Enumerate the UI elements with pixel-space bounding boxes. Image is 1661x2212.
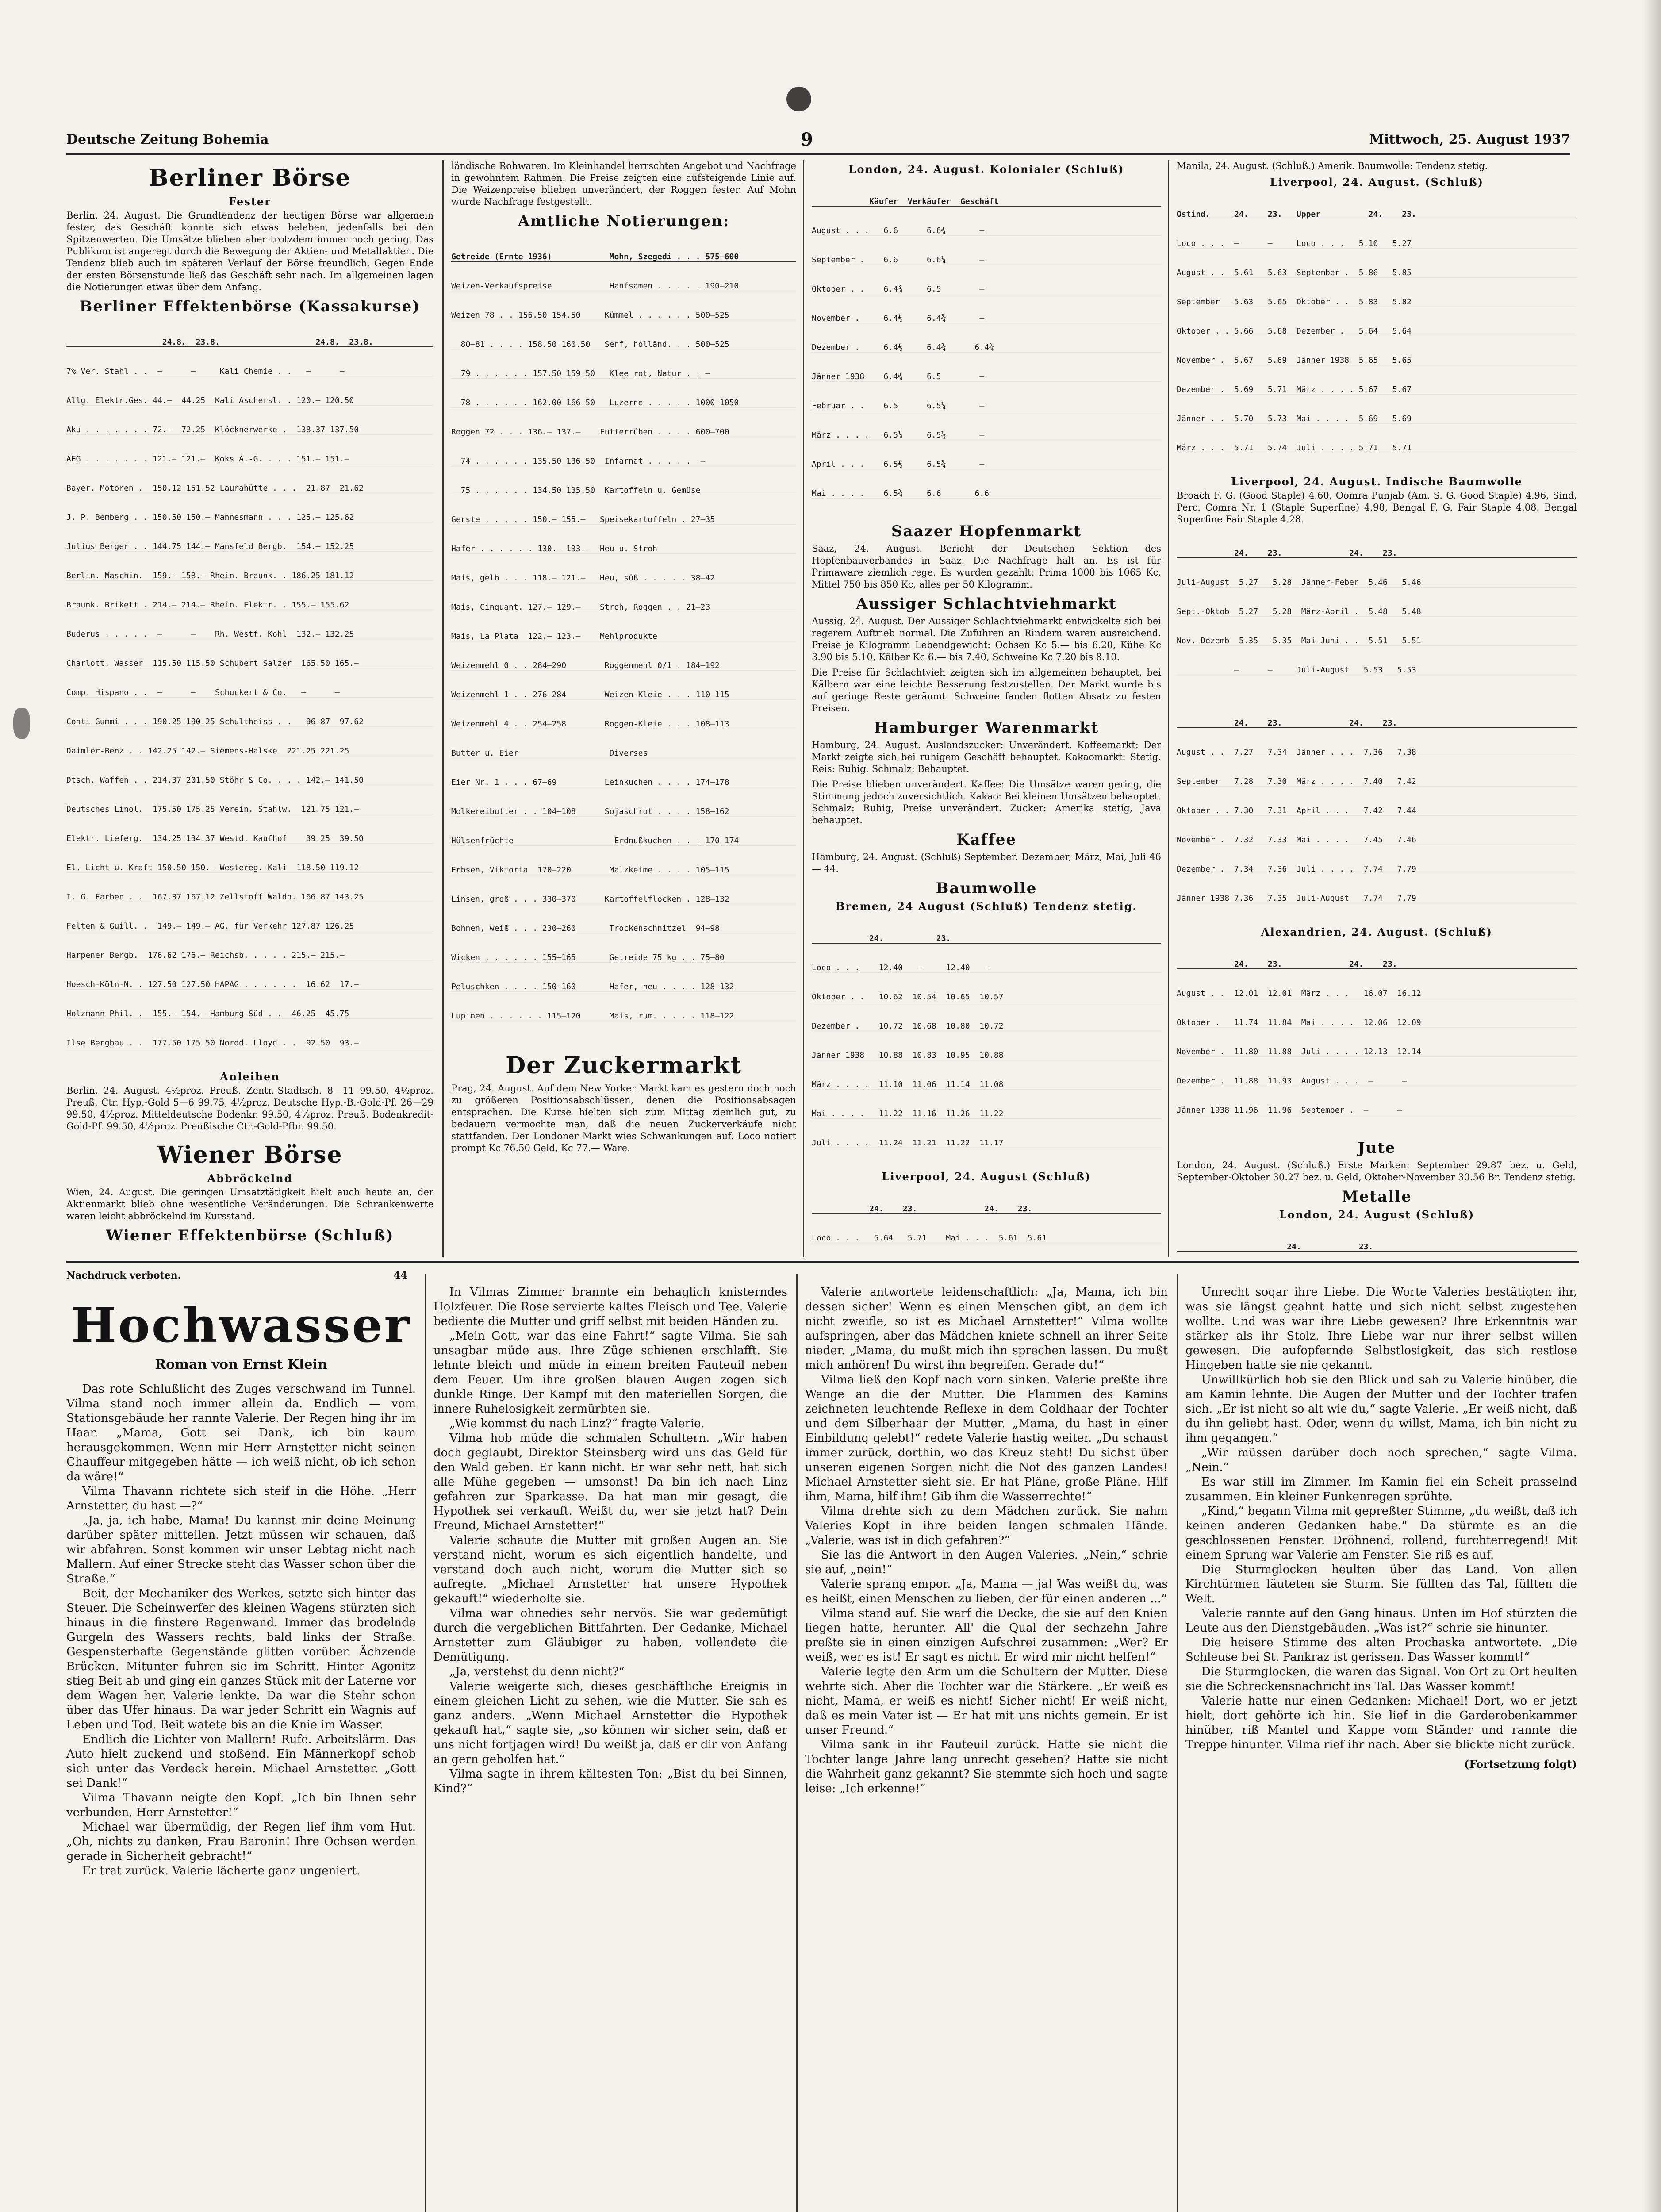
- baumwolle-heading: Baumwolle: [936, 879, 1037, 897]
- novel-paragraph: „Wie kommst du nach Linz?“ fragte Valerie.: [449, 1417, 705, 1430]
- wiener-effekten-heading: Wiener Effektenbörse (Schluß): [106, 1227, 394, 1244]
- jute-report: London, 24. August. (Schluß.) Erste Marken: September 29.87 bez. u. Geld, September-Oktober 30.27 bez. u. Geld, Oktober-November 30.56 Br. Tendenz stetig.: [1177, 1160, 1577, 1183]
- novel-paragraph: Vilma war ohnedies sehr nervös. Sie war gedemütigt durch die vergeblichen Bittfahrten. Der Gedanke, Michael Arnstetter zum Gläubiger zu haben, vollendete die Demütigung.: [433, 1607, 787, 1664]
- novel-column-3: [805, 1285, 1168, 2212]
- novel-paragraph: Valerie legte den Arm um die Schultern der Mutter. Diese wehrte sich. Aber die Tochter war die Stärkere. „Er weiß es nicht, Mama, er weiß es nicht! Sicher nicht! Er weiß nicht, daß es mein Vater ist — Er hat mit uns nichts gemein. Er ist unser Freund.“: [805, 1665, 1168, 1737]
- punch-hole: [786, 87, 811, 111]
- novel-title: Hochwasser: [71, 1298, 411, 1353]
- novel-paragraph: Vilma drehte sich zu dem Mädchen zurück. Sie nahm Valeries Kopf in ihre beiden langen schmalen Hände. „Valerie, was ist in dich gefahren?“: [805, 1505, 1168, 1547]
- metalle-heading: Metalle: [1342, 1188, 1412, 1206]
- anleihen-heading: Anleihen: [220, 1070, 280, 1083]
- column-stock-exchanges: [66, 160, 433, 1257]
- alexandria-table: 24. 23. 24. 23. August . . 12.01 12.01 März . . . 16.07 16.12 Oktober . 11.74 11.84 Mai . . . . 12.06 12.09 November . 11.80 11.88 Juli . . . . 12.13 12.14 Dezember . 11.88 11.93 August . . . — — Jänner 1938 11.96 11.96 September . — —: [1177, 940, 1577, 1135]
- novel-paragraph: „Ja, ja, ich habe, Mama! Du kannst mir deine Meinung darüber später mitteilen. Jetzt müssen wir schauen, daß wir abfahren. Sonst kommen wir unser Lebtag nicht nach Mallern. Auf einer Strecke steht das Wasser schon über die Straße.“: [66, 1514, 416, 1586]
- issue-date: Mittwoch, 25. August 1937: [1369, 132, 1570, 147]
- binding-mark: [13, 708, 30, 739]
- novel-paragraph: „Ja, verstehst du denn nicht?“: [449, 1665, 625, 1678]
- liverpool-egypt-table: 24. 23. 24. 23. August . . 7.27 7.34 Jänner . . . 7.36 7.38 September 7.28 7.30 März . . . . 7.40 7.42 Oktober . . 7.30 7.31 April . . . 7.42 7.44 November . 7.32 7.33 Mai . . . . 7.45 7.46 Dezember . 7.34 7.36 Juli . . . . 7.74 7.79 Jänner 1938 7.36 7.35 Juli-August 7.74 7.79: [1177, 699, 1577, 923]
- novel-paragraph: Er trat zurück. Valerie lächerte ganz ungeniert.: [82, 1864, 361, 1878]
- wiener-report: Wien, 24. August. Die geringen Umsatztätigkeit hielt auch heute an, der Aktienmarkt blieb ohne wesentliche Veränderungen. Die Schrankenwerte waren leicht abbröckelnd im Kursstand.: [66, 1187, 433, 1221]
- column-cotton-metals: [1177, 160, 1577, 1257]
- zucker-report: Prag, 24. August. Auf dem New Yorker Markt kam es gestern doch noch zu größeren Positionsabschlüssen, denen die Positionsabsagen entsprachen. Die Kurse hielten sich zum Mittag ziemlich gut, zu bedauern vermochte man, daß die neuen Zuckerverkäufe nicht stattfanden. Der Londoner Markt wies Schwankungen auf. Loco notiert prompt Kc 76.50 Geld, Kc 77.— Ware.: [451, 1083, 796, 1153]
- kaffee-heading: Kaffee: [956, 831, 1017, 849]
- novel-paragraph: „Kind,“ begann Vilma mit gepreßter Stimme, „du weißt, daß ich keinen anderen Gedanken habe.“ Da stürmte es an die geschlossenen Fenster. Dröhnend, rollend, furchterregend! Mit einem Sprung war Valerie am Fenster. Sie riß es auf.: [1185, 1505, 1577, 1562]
- wiener-boerse-heading: Wiener Börse: [157, 1141, 343, 1168]
- london-metal-table: 24. 23.: [1177, 1223, 1577, 1257]
- aussig-report-cont: Die Preise für Schlachtvieh zeigten sich im allgemeinen behauptet, bei Kälbern war eine leichte Besserung festzustellen. Der Markt wurde bis auf geringe Reste geräumt. Schweine fanden flotten Absatz zu festen Preisen.: [812, 667, 1161, 714]
- novel-paragraph: Die Sturmglocken, die waren das Signal. Von Ort zu Ort heulten sie die Schreckensnachricht ins Tal. Das Wasser kommt!: [1185, 1665, 1577, 1693]
- vienna-quotes-table: [66, 1247, 433, 1257]
- anleihen-text: Berlin, 24. August. 4½proz. Preuß. Zentr.-Stadtsch. 8—11 99.50, 4½proz. Preuß. Ctr. Hyp.-Gold 5—6 99.75, 4½proz. Deutsche Hyp.-B.-Gold-Pf. 26—29 99.50, 4½proz. Mitteldeutsche Bodenkr. 99.50, 4½proz. Preuß. Bodenkredit-Gold-Pf. 99.50, 4½proz. Preußische Ctr.-Gold-Pfbr. 99.50.: [66, 1085, 433, 1132]
- novel-paragraph: Michael war übermüdig, der Regen lief ihm vom Hut. „Oh, nichts zu danken, Frau Baronin! Ihre Ochsen werden gerade in Sicherheit gebracht!“: [66, 1820, 416, 1863]
- indische-table: 24. 23. 24. 23. Juli-August 5.27 5.28 Jänner-Feber 5.46 5.46 Sept.-Oktob 5.27 5.28 März-April . 5.48 5.48 Nov.-Dezemb 5.35 5.35 Mai-Juni . . 5.51 5.51 — — Juli-August 5.53 5.53: [1177, 529, 1577, 695]
- column-rule: [442, 160, 444, 1257]
- indische-report: Broach F. G. (Good Staple) 4.60, Oomra Punjab (Am. S. G. Good Staple) 4.96, Sind, Perc. Comra Nr. 1 (Staple Superfine) 4.98, Bengal F. G. Fair Staple 4.08. Bengal Superfine Fair Staple 4.28.: [1177, 490, 1577, 525]
- novel-paragraph: In Vilmas Zimmer brannte ein behaglich knisterndes Holzfeuer. Die Rose servierte kaltes Fleisch und Tee. Valerie bediente die Mutter und griff selbst mit beiden Händen zu.: [433, 1286, 787, 1328]
- berlin-subheading: Fester: [229, 195, 271, 208]
- hamburger-warenmarkt-heading: Hamburger Warenmarkt: [874, 719, 1099, 737]
- installment-number: 44: [394, 1270, 407, 1281]
- zuckermarkt-heading: Der Zuckermarkt: [506, 1052, 742, 1079]
- novel-paragraph: Endlich die Lichter von Mallern! Rufe. Arbeitslärm. Das Auto hielt zuckend und stoßend. Ein Männerkopf schob sich unter das Verdeck herein. Michael Arnstetter. „Gott sei Dank!“: [66, 1733, 416, 1790]
- novel-column-1: [66, 1285, 416, 2212]
- commodity-intro: ländische Rohwaren. Im Kleinhandel herrschten Angebot und Nachfrage in gewohntem Rahmen. Die Preise zeigten eine aufsteigende Linie auf. Die Weizenpreise blieben unverändert, der Roggen fester. Auf Mohn wurde Nachfrage festgestellt.: [451, 161, 796, 207]
- kaffee-report: Hamburg, 24. August. (Schluß) September. Dezember, März, Mai, Juli 46 — 44.: [812, 852, 1161, 874]
- manila-report: Manila, 24. August. (Schluß.) Amerik. Baumwolle: Tendenz stetig.: [1177, 161, 1488, 171]
- column-rule: [796, 1274, 798, 2212]
- novel-paragraph: Valerie hatte nur einen Gedanken: Michael! Dort, wo er jetzt hielt, dort gehörte ich hin. Sie lief in die Garderobenkammer hinüber, riß Mantel und Kappe vom Ständer und rannte die Treppe hinunter. Vilma rief ihr nach. Aber sie blickte nicht zurück.: [1185, 1694, 1577, 1751]
- novel-paragraph: Valerie rannte auf den Gang hinaus. Unten im Hof stürzten die Leute aus den Dienstgebäuden. „Was ist?“ schrie sie hinunter.: [1185, 1607, 1577, 1635]
- liverpool-cotton-table-2: Ostind. 24. 23. Upper 24. 23. Loco . . . — — Loco . . . 5.10 5.27 August . . 5.61 5.63 September . 5.86 5.85 September 5.63 5.65 Oktober . . 5.83 5.82 Oktober . . 5.66 5.68 Dezember . 5.64 5.64 November . 5.67 5.69 Jänner 1938 5.65 5.65 Dezember . 5.69 5.71 März . . . . 5.67 5.67 Jänner . . 5.70 5.73 Mai . . . . 5.69 5.69 März . . . 5.71 5.74 Juli . . . . 5.71 5.71: [1177, 190, 1577, 472]
- column-commodities: [451, 160, 796, 1257]
- novel-paragraph: Vilma stand auf. Sie warf die Decke, die sie auf den Knien liegen hatte, herunter. All' die Qual der sechzehn Jahre preßte sie in einen einzigen Aufschrei zusammen: „Wer? Er weiß, wer es ist! Er sagt es nicht. Er wird mir nicht helfen!“: [805, 1607, 1168, 1664]
- liverpool-heading: Liverpool, 24. August (Schluß): [882, 1170, 1091, 1183]
- column-rule: [1177, 1274, 1178, 2212]
- bremen-heading: Bremen, 24 August (Schluß) Tendenz stetig.: [836, 900, 1137, 913]
- liverpool-cotton-table: 24. 23. 24. 23. Loco . . . 5.64 5.71 Mai . . . 5.61 5.61: [812, 1185, 1161, 1257]
- aussig-report: Aussig, 24. August. Der Aussiger Schlachtviehmarkt entwickelte sich bei regerem Auftrieb normal. Die Zufuhren an Rindern waren ausreichend. Preise je Kilogramm Lebendgewicht: Ochsen Kc 5.— bis 6.20, Kühe Kc 3.90 bis 5.10, Kälber Kc 6.— bis 7.40, Schweine Kc 7.20 bis 8.10.: [812, 616, 1161, 662]
- novel-paragraph: Valerie antwortete leidenschaftlich: „Ja, Mama, ich bin dessen sicher! Wenn es einen Menschen gibt, an dem ich nicht zweifle, so ist es Michael Arnstetter!“ Vilma wollte aufspringen, aber das Mädchen kniete schnell an ihrer Seite nieder. „Mama, du mußt mich ihn sprechen lassen. Du mußt mich anhören! Du wirst ihn begreifen. Gerade du!“: [805, 1286, 1168, 1372]
- indische-heading: Liverpool, 24. August. Indische Baumwolle: [1231, 475, 1523, 488]
- reprint-notice: Nachdruck verboten.: [66, 1270, 181, 1281]
- novel-paragraph: Vilma ließ den Kopf nach vorn sinken. Valerie preßte ihre Wange an die der Mutter. Die Flammen des Kamins zeichneten leuchtende Reflexe in dem Goldhaar der Tochter und dem Silberhaar der Mutter. „Mama, du hast in einer Einbildung gelebt!“ redete Valerie hastig weiter. „Du schaust immer zurück, dorthin, wo das Kreuz steht! Du sichst über unseren eigenen Sorgen nicht die Not des ganzen Landes! Michael Arnstetter sieht sie. Er hat Pläne, große Pläne. Hilf ihm, Mama, hilf ihm! Gib ihm die Wasserrechte!“: [805, 1373, 1168, 1503]
- novel-paragraph: Die Sturmglocken heulten über das Land. Von allen Kirchtürmen läuteten sie Sturm. Sie füllten das Tal, füllten die Welt.: [1185, 1563, 1577, 1605]
- novel-paragraph: Vilma hob müde die schmalen Schultern. „Wir haben doch geglaubt, Direktor Steinsberg wird uns das Geld für den Wald geben. Er kann nicht. Er war sehr nett, hat sich alle Mühe gegeben — umsonst! Da bin ich nach Linz gefahren zur Sparkasse. Da hat man mir gesagt, die Hypothek sei verkauft. Weißt du, wer sie jetzt hat? Dein Freund, Michael Arnstetter!“: [433, 1432, 787, 1532]
- page-edge-shadow: [1643, 0, 1661, 2212]
- berliner-boerse-heading: Berliner Börse: [149, 165, 351, 192]
- novel-column-4: [1185, 1285, 1577, 2212]
- page-number: 9: [801, 129, 813, 150]
- london-metal-heading: London, 24. August (Schluß): [1279, 1208, 1475, 1221]
- berlin-report: Berlin, 24. August. Die Grundtendenz der heutigen Börse war allgemein fester, das Geschäft konnte sich etwas beleben, jedenfalls bei den Spitzenwerten. Die Umsätze blieben aber trotzdem immer noch gering. Das Publikum ist angeregt durch die Bewegung der Aktien- und Metallaktien. Die Tendenz blieb auch im späteren Verlauf der Börse freundlich. Gegen Ende der ersten Börsenstunde ließ das Geschäft sehr nach. Im allgemeinen lagen die Notierungen etwas über dem Anfang.: [66, 210, 433, 292]
- london-colonial-table: Käufer Verkäufer Geschäft August . . . 6.6 6.6¾ — September . 6.6 6.6¼ — Oktober . . 6.4¾ 6.5 — November . 6.4½ 6.4¾ — Dezember . 6.4½ 6.4¾ 6.4¾ Jänner 1938 6.4¾ 6.5 — Februar . . 6.5 6.5¼ — März . . . . 6.5¼ 6.5½ — April . . . 6.5½ 6.5¾ — Mai . . . . 6.5¾ 6.6 6.6: [812, 177, 1161, 518]
- novel-paragraph: Vilma Thavann richtete sich steif in die Höhe. „Herr Arnstetter, du hast —?“: [66, 1485, 416, 1513]
- london-colonial-heading: London, 24. August. Kolonialer (Schluß): [848, 163, 1124, 176]
- wiener-subheading: Abbröckelnd: [207, 1172, 293, 1185]
- newspaper-name: Deutsche Zeitung Bohemia: [66, 132, 269, 147]
- aussiger-heading: Aussiger Schlachtviehmarkt: [856, 595, 1117, 613]
- novel-paragraph: Sie las die Antwort in den Augen Valeries. „Nein,“ schrie sie auf, „nein!“: [805, 1548, 1168, 1576]
- novel-paragraph: „Mein Gott, war das eine Fahrt!“ sagte Vilma. Sie sah unsagbar müde aus. Ihre Züge schienen erschlafft. Sie lehnte bleich und müde in einem breiten Fauteuil neben dem Feuer. Um ihre großen blauen Augen zogen sich dunkle Ringe. Der Kampf mit den materiellen Sorgen, die innere Ruhelosigkeit zermürbten sie.: [433, 1329, 787, 1416]
- novel-paragraph: Valerie schaute die Mutter mit großen Augen an. Sie verstand nicht, worum es sich eigentlich handelte, und verstand doch auch nicht, worum die Mutter sich so aufregte. „Michael Arnstetter hat unsere Hypothek gekauft!“ wiederholte sie.: [433, 1534, 787, 1605]
- liverpool-4-heading: Liverpool, 24. August. (Schluß): [1270, 176, 1484, 188]
- novel-paragraph: Die heisere Stimme des alten Prochaska antwortete. „Die Schleuse bei St. Pankraz ist gerissen. Das Wasser kommt!“: [1185, 1636, 1577, 1664]
- column-rule: [1168, 160, 1169, 1257]
- novel-paragraph: Vilma sank in ihr Fauteuil zurück. Hatte sie nicht die Tochter lange Jahre lang unrecht gesehen? Hatte sie nicht die Wahrheit ganz gekannt? Sie stemmte sich hoch und sagte leise: „Ich erkenne!“: [805, 1738, 1168, 1795]
- novel-paragraph: Vilma sagte in ihrem kältesten Ton: „Bist du bei Sinnen, Kind?“: [433, 1767, 787, 1795]
- novel-column-2: [433, 1285, 787, 2212]
- novel-paragraph: Unrecht sogar ihre Liebe. Die Worte Valeries bestätigten ihr, was sie längst geahnt hatte und sich nicht selbst zugestehen wollte. Und was war ihre Liebe gewesen? Ihre Erkenntnis war stärker als ihr Stolz. Ihre Liebe war nur ihrer selbst willen gewesen. Die aufopfernde Selbstlosigkeit, das sich restlose Hingeben hatte sie nie gekannt.: [1185, 1286, 1577, 1372]
- berlin-quotes-table: 24.8. 23.8. 24.8. 23.8. 7% Ver. Stahl . . — — Kali Chemie . . — — Allg. Elektr.Ges. 44.— 44.25 Kali Aschersl. . 120.— 120.50 Aku . . . . . . . 72.— 72.25 Klöcknerwerke . 138.37 137.50 AEG . . . . . . . 121.— 121.— Koks A.-G. . . . 151.— 151.— Bayer. Motoren . 150.12 151.52 Laurahütte . . . 21.87 21.62 J. P. Bemberg . . 150.50 150.— Mannesmann . . . 125.— 125.62 Julius Berger . . 144.75 144.— Mansfeld Bergb. 154.— 152.25 Berlin. Maschin. 159.— 158.— Rhein. Braunk. . 186.25 181.12 Braunk. Brikett . 214.— 214.— Rhein. Elektr. . 155.— 155.62 Buderus . . . . . — — Rh. Westf. Kohl 132.— 132.25 Charlott. Wasser 115.50 115.50 Schubert Salzer 165.50 165.— Comp. Hispano . . — — Schuckert & Co. — — Conti Gummi . . . 190.25 190.25 Schultheiss . . 96.87 97.62 Daimler-Benz . . 142.25 142.— Siemens-Halske 221.25 221.25 Dtsch. Waffen . . 214.37 201.50 Stöhr & Co. . . . 142.— 141.50 Deutsches Linol. 175.50 175.25 Verein. Stahlw. 121.75 121.— Elektr. Lieferg. 134.25 134.37 Westd. Kaufhof 39.25 39.50 El. Licht u. Kraft 150.50 150.— Westereg. Kali 118.50 119.12 I. G. Farben . . 167.37 167.12 Zellstoff Waldh. 166.87 143.25 Felten & Guill. . 149.— 149.— AG. für Verkehr 127.87 126.25 Harpener Bergb. 176.62 176.— Reichsb. . . . . 215.— 215.— Hoesch-Köln-N. . 127.50 127.50 HAPAG . . . . . . 16.62 17.— Holzmann Phil. . 155.— 154.— Hamburg-Süd . . 46.25 45.75 Ilse Bergbau . . 177.50 175.50 Nordd. Lloyd . . 92.50 93.—: [66, 318, 433, 1068]
- novel-paragraph: Valerie weigerte sich, dieses geschäftliche Ereignis in einem gleichen Licht zu sehen, wie die Mutter. Sie sah es ganz anders. „Wenn Michael Arnstetter die Hypothek gekauft hat,“ sagte sie, „so können wir sicher sein, daß er uns nicht fortjagen wird! Du weißt ja, daß er dir von Anfang an gern geholfen hat.“: [433, 1680, 787, 1766]
- hamburger-report-cont: Die Preise blieben unverändert. Kaffee: Die Umsätze waren gering, die Stimmung jedoch zuversichtlich. Kakao: Bei kleinen Umsätzen behauptet. Schmalz: Ruhig, Preise unverändert. Zucker: Amerika stetig, Java behauptet.: [812, 779, 1161, 826]
- column-markets: [812, 160, 1161, 1257]
- jute-heading: Jute: [1358, 1139, 1396, 1157]
- novel-paragraph: Das rote Schlußlicht des Zuges verschwand im Tunnel. Vilma stand noch immer allein da. Endlich — vom Stationsgebäude her rannte Valerie. Der Regen hing ihr im Haar. „Mama, Gott sei Dank, ich bin kaum herausgekommen. Wenn mir Herr Arnstetter nicht seinen Chauffeur mitgegeben hätte — ich weiß nicht, ob ich schon da wäre!“: [66, 1382, 416, 1483]
- continued-notice: (Fortsetzung folgt): [1464, 1758, 1577, 1770]
- feuilleton-divider: [66, 1261, 1579, 1263]
- novel-paragraph: Beit, der Mechaniker des Werkes, setzte sich hinter das Steuer. Die Scheinwerfer des kleinen Wagens stürzten sich hinaus in die finstere Regenwand. Immer das brodelnde Gurgeln des Wassers rechts, bald links der Straße. Gespensterhafte Gegenstände glitten vorüber. Ächzende Brücken. Mitunter fuhren sie im Schritt. Hinter Agonitz stieg Beit ab und ging ein ganzes Stück mit der Laterne vor dem Wagen her. Valerie lenkte. Da war die Stehr schon über das Ufer hinaus. Da war jeder Schritt ein Wagnis auf Leben und Tod. Beit watete bis an die Knie im Wasser.: [66, 1587, 416, 1732]
- column-rule: [425, 1274, 426, 2212]
- running-head: [66, 128, 1570, 155]
- novel-paragraph: Valerie sprang empor. „Ja, Mama — ja! Was weißt du, was es heißt, einen Menschen zu lieben, der für einen anderen ...“: [805, 1578, 1168, 1605]
- bremen-cotton-table: 24. 23. Loco . . . 12.40 — 12.40 — Oktober . . 10.62 10.54 10.65 10.57 Dezember . 10.72 10.68 10.80 10.72 Jänner 1938 10.88 10.83 10.95 10.88 März . . . . 11.10 11.06 11.14 11.08 Mai . . . . 11.22 11.16 11.26 11.22 Juli . . . . 11.24 11.21 11.22 11.17: [812, 914, 1161, 1167]
- novel-subtitle: Roman von Ernst Klein: [155, 1357, 327, 1372]
- amtliche-notierungen-heading: Amtliche Notierungen:: [518, 212, 730, 230]
- saazer-report: Saaz, 24. August. Bericht der Deutschen Sektion des Hopfenbauverbandes in Saaz. Die Nachfrage hält an. Es ist für Primaware ziemlich rege. Es wurden gezahlt: Prima 1000 bis 1065 Kc, Mittel 750 bis 850 Kc, alles per 50 Kilogramm.: [812, 543, 1161, 590]
- column-rule: [803, 160, 804, 1257]
- novel-paragraph: „Wir müssen darüber doch noch sprechen,“ sagte Vilma. „Nein.“: [1185, 1446, 1577, 1474]
- hamburger-report: Hamburg, 24. August. Auslandszucker: Unverändert. Kaffeemarkt: Der Markt zeigte sich bei ruhigem Geschäft behauptet. Kakaomarkt: Stetig. Reis: Ruhig. Schmalz: Behauptet.: [812, 740, 1161, 774]
- saazer-hopfen-heading: Saazer Hopfenmarkt: [891, 522, 1082, 540]
- grain-quotes-table: Getreide (Ernte 1936) Mohn, Szegedi . . . 575—600 Weizen-Verkaufspreise Hanfsamen . . . . . 190—210 Weizen 78 . . 156.50 154.50 Kümmel . . . . . . 500—525 80—81 . . . . 158.50 160.50 Senf, holländ. . . 500—525 79 . . . . . . 157.50 159.50 Klee rot, Natur . . — 78 . . . . . . 162.00 166.50 Luzerne . . . . . 1000—1050 Roggen 72 . . . 136.— 137.— Futterrüben . . . . 600—700 74 . . . . . . 135.50 136.50 Infarnat . . . . . — 75 . . . . . . 134.50 135.50 Kartoffeln u. Gemüse Gerste . . . . . 150.— 155.— Speisekartoffeln . 27—35 Hafer . . . . . . 130.— 133.— Heu u. Stroh Mais, gelb . . . 118.— 121.— Heu, süß . . . . . 38—42 Mais, Cinquant. 127.— 129.— Stroh, Roggen . . 21—23 Mais, La Plata 122.— 123.— Mehlprodukte Weizenmehl 0 . . 284—290 Roggenmehl 0/1 . 184—192 Weizenmehl 1 . . 276—284 Weizen-Kleie . . . 110—115 Weizenmehl 4 . . 254—258 Roggen-Kleie . . . 108—113 Butter u. Eier Diverses Eier Nr. 1 . . . 67—69 Leinkuchen . . . . 174—178 Molkereibutter . . 104—108 Sojaschrot . . . . 158—162 Hülsenfrüchte Erdnußkuchen . . . 170—174 Erbsen, Viktoria 170—220 Malzkeime . . . . 105—115 Linsen, groß . . . 330—370 Kartoffelflocken . 128—132 Bohnen, weiß . . . 230—260 Trockenschnitzel 94—98 Wicken . . . . . . 155—165 Getreide 75 kg . . 75—80 Peluschken . . . . 150—160 Hafer, neu . . . . 128—132 Lupinen . . . . . . 115—120 Mais, rum. . . . . 118—122: [451, 233, 796, 1041]
- novel-paragraph: Vilma Thavann neigte den Kopf. „Ich bin Ihnen sehr verbunden, Herr Arnstetter!“: [66, 1791, 416, 1819]
- novel-paragraph: Es war still im Zimmer. Im Kamin fiel ein Scheit prasselnd zusammen. Ein kleiner Funkenregen sprühte.: [1185, 1475, 1577, 1503]
- novel-paragraph: Unwillkürlich hob sie den Blick und sah zu Valerie hinüber, die am Kamin lehnte. Die Augen der Mutter und der Tochter trafen sich. „Er ist nicht so alt wie du,“ sagte Valerie. „Er weiß nicht, daß du ihn geliebt hast. Oder, wenn du willst, Mama, ich bin nicht zu ihm gegangen.“: [1185, 1373, 1577, 1445]
- alexandrien-heading: Alexandrien, 24. August. (Schluß): [1261, 926, 1492, 938]
- effekten-heading: Berliner Effektenbörse (Kassakurse): [79, 298, 421, 315]
